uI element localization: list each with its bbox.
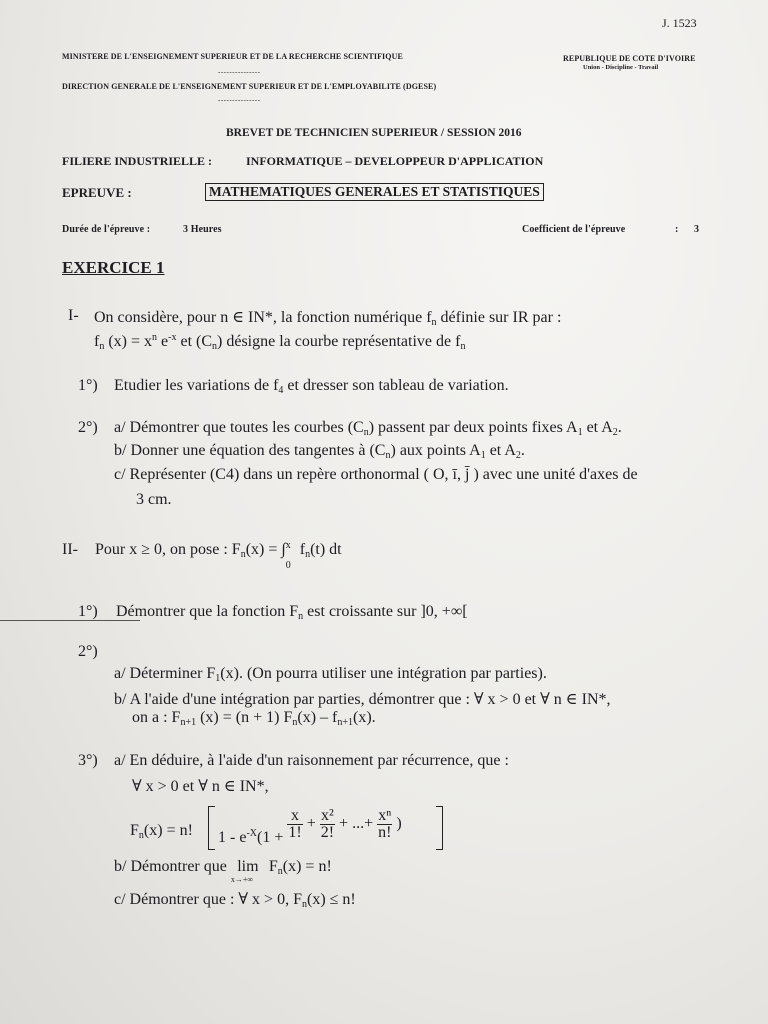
recurrence-formula: $F_n(x) = n$!	[130, 822, 193, 841]
coef-value: 3	[694, 224, 700, 235]
duration-label: Durée de l'épreuve :	[62, 224, 151, 235]
p1-q2b-text: b/ Donner une équation des tangentes à $(C_n)$ aux points $A_1$ et $A_2$.	[114, 442, 525, 461]
ministry-name: MINISTERE DE L'ENSEIGNEMENT SUPERIEUR ET DE LA RECHERCHE SCIENTIFIQUE	[62, 52, 403, 61]
p2-q1-text: Démontrer que la fonction $F_n$ est croissante sur ]0, +∞[	[116, 603, 468, 622]
bracket-left	[208, 806, 215, 850]
formula-body: $1 - e^{-X}(1$ + $\frac{x}{1!}$ + $\frac{\text{x²}}{2!}$ + ...+ $\frac{\text{xⁿ}}{n!}$ )	[218, 807, 402, 847]
coef-label: Coefficient de l'épreuve	[522, 224, 626, 235]
direction-name: DIRECTION GENERALE DE L'ENSEIGNEMENT SUPERIEUR ET DE L'EMPLOYABILITE (DGESE)	[62, 82, 437, 91]
p2-q2b-text-2: on a : $F_{n+1}$ (x) = (n + 1) $F_n(x) - f_{n+1}(x)$.	[132, 709, 376, 728]
p2-q3a-text: a/ En déduire, à l'aide d'un raisonnement par récurrence, que :	[114, 752, 509, 769]
part1-intro: On considère, pour n ∈ IN*, la fonction numérique $f_n$ définie sur IR par :	[94, 309, 562, 328]
epreuve-label: EPREUVE :	[62, 185, 132, 200]
coef-sep: :	[675, 224, 679, 235]
p1-q2-number: 2°)	[78, 419, 98, 436]
p1-q1-number: 1°)	[78, 377, 98, 394]
separator: ---------------	[218, 96, 261, 104]
p1-q2a-text: a/ Démontrer que toutes les courbes $(C_n)$ passent par deux points fixes $A_1$ et $A_2$.	[114, 419, 622, 438]
p2-q3a-text-2: ∀ x > 0 et ∀ n ∈ IN*,	[132, 778, 269, 795]
p1-q1-text: Etudier les variations de $f_4$ et dresser son tableau de variation.	[114, 377, 509, 396]
bracket-right	[436, 806, 443, 850]
p2-q2-number: 2°)	[78, 643, 98, 660]
filiere-label: FILIERE INDUSTRIELLE :	[62, 154, 213, 168]
republic-name: REPUBLIQUE DE COTE D'IVOIRE	[563, 54, 696, 63]
p2-q3-number: 3°)	[78, 752, 98, 769]
p1-q2c-text-2: 3 cm.	[136, 491, 172, 508]
p2-q2b-text: b/ A l'aide d'une intégration par parties, démontrer que : ∀ x > 0 et ∀ n ∈ IN*,	[114, 691, 611, 708]
part1-definition: $f_n$ $(x) = x^n$ $e^{-x}$ et $(C_n)$ désigne la courbe représentative de $f_n$	[94, 332, 466, 352]
exercise-title: EXERCICE 1	[62, 258, 165, 277]
part2-intro: Pour x ≥ 0, on pose : $F_n(x)$ = ∫ x 0 $f_n(t)$ dt	[95, 540, 342, 571]
doc-ref: J. 1523	[662, 16, 697, 30]
p2-q1-number: 1°)	[78, 603, 98, 620]
p2-q2a-text: a/ Déterminer $F_1(x)$. (On pourra utiliser une intégration par parties).	[114, 665, 547, 684]
p2-q3c-text: c/ Démontrer que : ∀ x > 0, $F_n(x) \le n$!	[114, 891, 356, 910]
filiere-value: INFORMATIQUE – DEVELOPPEUR D'APPLICATION	[246, 154, 544, 168]
exam-title: BREVET DE TECHNICIEN SUPERIEUR / SESSION 2016	[226, 127, 522, 139]
motto: Union - Discipline - Travail	[583, 64, 659, 71]
p1-q2c-text: c/ Représenter (C4) dans un repère orthonormal ( O, ī, j̄ ) avec une unité d'axes de	[114, 466, 638, 483]
part1-number: I-	[68, 307, 79, 324]
separator: ---------------	[218, 68, 261, 76]
p2-q3b-text: b/ Démontrer que lim x→+∞ $F_n(x) = n$!	[114, 858, 332, 884]
epreuve-value: MATHEMATIQUES GENERALES ET STATISTIQUES	[205, 183, 544, 201]
duration-value: 3 Heures	[183, 224, 222, 235]
part2-number: II-	[62, 541, 78, 558]
